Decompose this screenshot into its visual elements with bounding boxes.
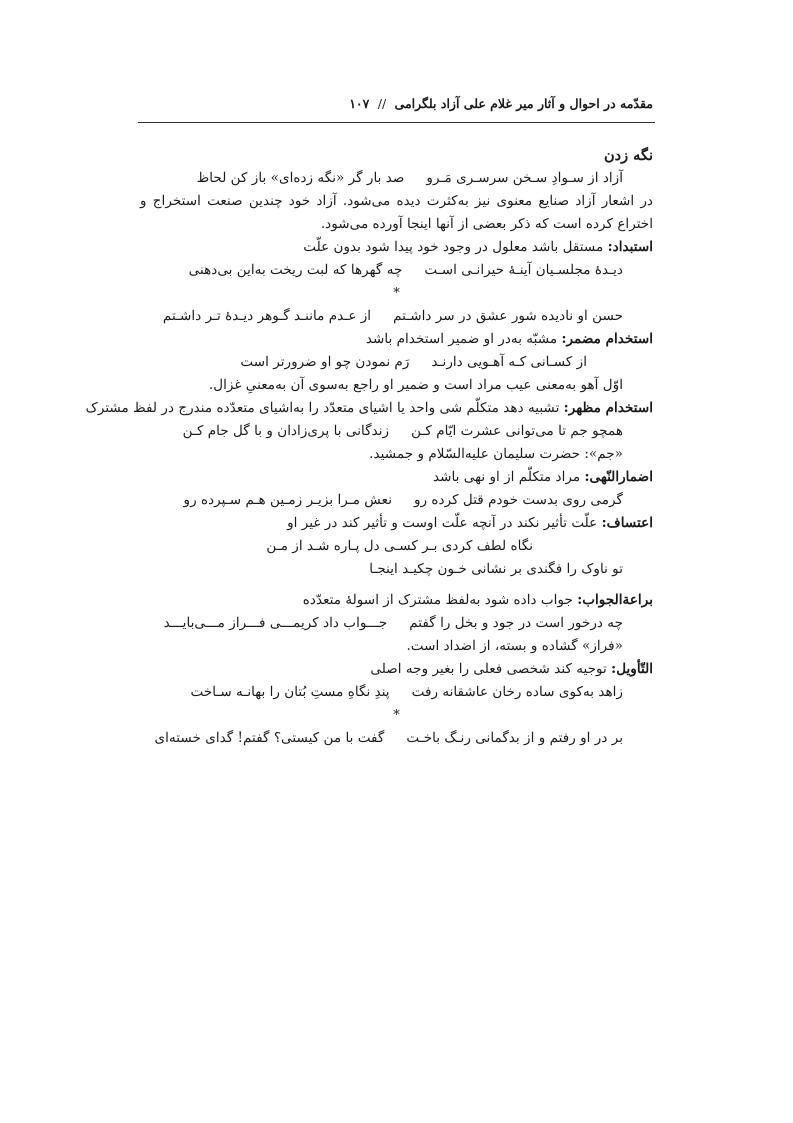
verse-hemistich: صد بار گر «نگه زده‌ای» باز کن لحاظ (196, 170, 405, 186)
header-title: مقدّمه در احوال و آثار میر غلام علی آزاد بلگرامی (394, 96, 653, 111)
section-star: * (393, 708, 400, 723)
term-label: التّأویل: (611, 661, 653, 677)
verse-hemistich: آزاد از سـوادِ سـخن سرسـری مَـرو (426, 170, 623, 186)
header-separator: // (377, 96, 387, 111)
verse-hemistich: حسن او نادیده شور عشق در سر داشـتم (393, 308, 623, 324)
paragraph-line: اوّل آهو به‌معنی عیب مراد است و ضمیر او راجع به‌سوی آن به‌معنیِ غزال. (208, 377, 623, 393)
term-definition (140, 658, 653, 681)
verse-line (140, 259, 653, 282)
verse-hemistich: زاهد به‌کوی ساده رخان عاشقانه رفت (411, 684, 623, 700)
header-rule (138, 122, 655, 123)
term-text: علّت تأثیر نکند در آنچه علّت اوست و تأثیر کند در غیر او (287, 515, 602, 531)
verse-hemistich: بر در او رفتم و از بدگمانی رنـگ باخـت (406, 730, 623, 746)
term-definition (140, 466, 653, 489)
verse-hemistich: از عـدم ماننـد گـوهر دیـدهٔ تـر داشـتم (162, 308, 372, 324)
paragraph-line: «جم»: حضرت سلیمان علیه‌السّلام و جمشید. (369, 446, 623, 462)
verse-hemistich: گفت با من کیستی؟ گفتم! گدای خسته‌ای (154, 730, 385, 746)
verse-line (140, 489, 653, 512)
verse-line (140, 351, 653, 374)
page-body (85, 144, 653, 750)
verse-line (140, 305, 653, 328)
term-definition (140, 328, 653, 351)
term-definition (140, 512, 653, 535)
term-text: مستقل باشد معلول در وجود خود پیدا شود بدون علّت (303, 239, 608, 255)
verse-hemistich: زندگانی با پری‌زادان و با گل جام کـن (182, 423, 390, 439)
term-label: براعةالجواب: (577, 592, 653, 608)
section-star: * (393, 286, 400, 301)
term-text: تشبیه دهد متکلّم شی واحد یا اشیای متعدّد را به‌اشیای متعدّده مندرج در لفظ مشترک (85, 400, 564, 416)
running-header (140, 96, 653, 118)
verse-hemistich: دیـدهٔ مجلسـیان آینـهٔ حیرانـی اسـت (424, 262, 623, 278)
verse-line (140, 612, 653, 635)
verse-hemistich: نگاه لطف کردی بـر کسـی دل پـاره شـد از مـن (266, 538, 533, 554)
term-text: مشبّه به‌در او ضمیر استخدام باشد (365, 331, 562, 347)
term-definition (140, 589, 653, 612)
verse-line (140, 727, 653, 750)
term-label: اعتساف: (601, 515, 653, 531)
term-definition (140, 236, 653, 259)
term-label: استبداد: (607, 239, 653, 255)
verse-line (140, 420, 653, 443)
term-label: استخدام مظهر: (563, 400, 653, 416)
verse-hemistich: چه درخور است در جود و بخل را گفتم (409, 615, 623, 631)
term-label: اضمارالنّهی: (584, 469, 653, 485)
verse-hemistich: همچو جم تا می‌توانی عشرت ایّام کـن (411, 423, 623, 439)
paragraph-line: اختراع کرده است که ذکر بعضی از آنها اینجا آورده می‌شود. (320, 216, 653, 232)
page-number: ۱۰۷ (349, 96, 370, 111)
verse-line (140, 167, 653, 190)
verse-hemistich: گرمی روی بدست خودم قتل کرده رو (413, 492, 623, 508)
verse-hemistich: پندِ نگاهِ مستِ بُتان را بهانـه سـاخت (190, 684, 390, 700)
term-label: استخدام مضمر: (561, 331, 653, 347)
verse-hemistich: چه گهرها که لبت ریخت به‌این بی‌دهنی (188, 262, 403, 278)
verse-hemistich: تو ناوک را فگندی بر نشانی خـون چکیـد اینجـا (369, 561, 623, 577)
verse-hemistich: جـــواب داد کریمـــی فـــراز مـــی‌بایـــد (163, 615, 388, 631)
verse-hemistich: رَم نمودن چو او ضرورتر است (240, 354, 410, 370)
section-title: نگه زدن (604, 147, 653, 164)
term-definition (85, 397, 653, 420)
term-text: توجیه کند شخصی فعلی را بغیر وجه اصلی (370, 661, 612, 677)
verse-hemistich: از کسـانی کـه آهـویی دارنـد (431, 354, 587, 370)
term-text: مراد متکلّم از او نهی باشد (432, 469, 585, 485)
verse-hemistich: نعش مـرا بزیـر زمـین هـم سـپرده رو (183, 492, 392, 508)
paragraph-line: «فراز» گشاده و بسته، از اضداد است. (406, 638, 623, 654)
term-text: جواب داده شود به‌لفظ مشترک از اسولهٔ متعدّده (302, 592, 578, 608)
verse-line (140, 681, 653, 704)
paragraph-line: در اشعار آزاد صنایع معنوی نیز به‌کثرت دیده می‌شود. آزاد خود چندین صنعت استخراج و (140, 193, 653, 209)
